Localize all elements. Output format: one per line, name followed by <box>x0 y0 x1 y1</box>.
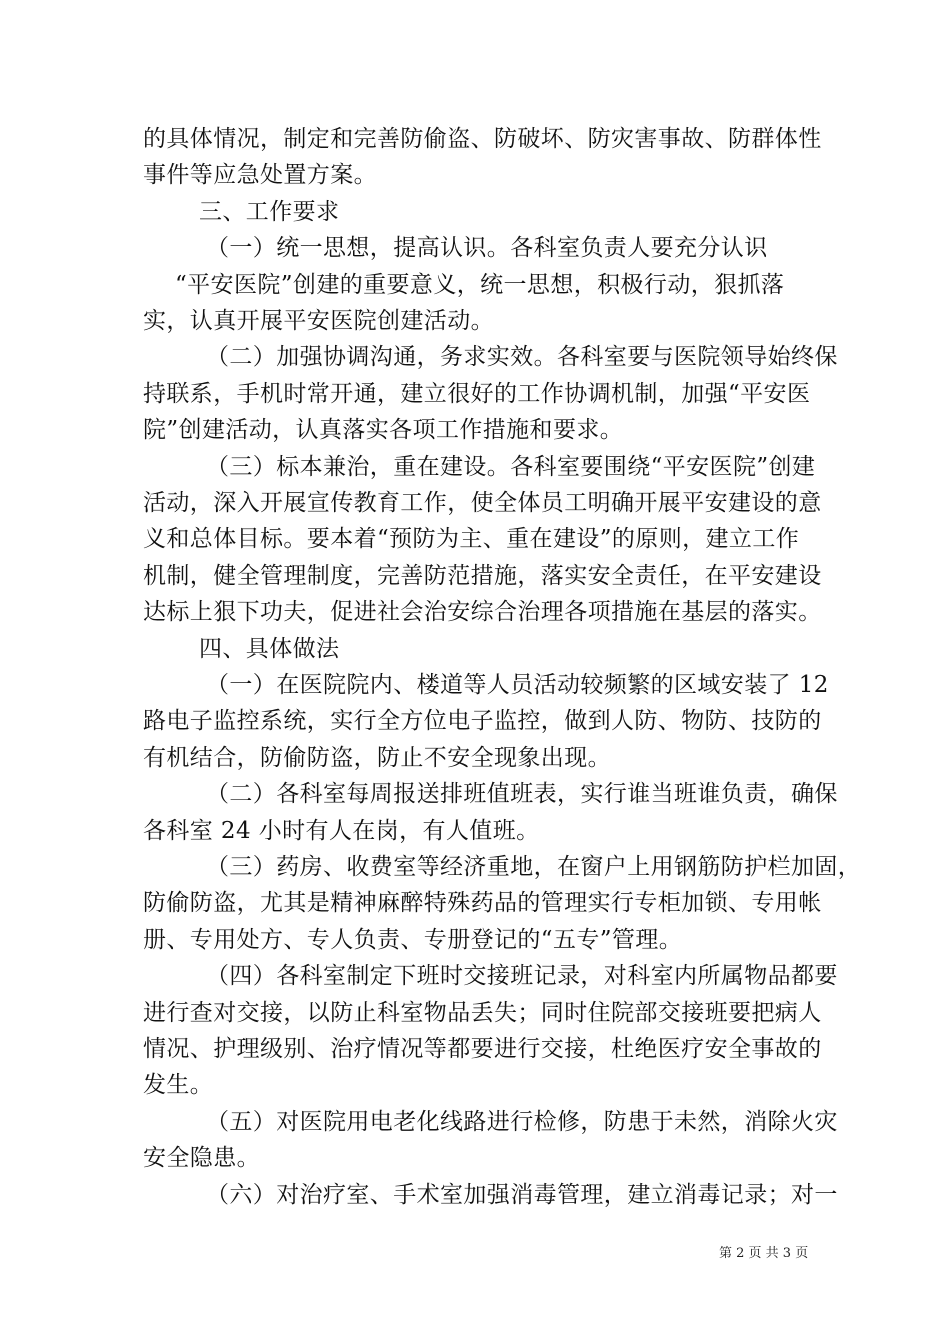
paragraph-line: 册、专用处方、专人负责、专册登记的“五专”管理。 <box>143 927 683 953</box>
page-number-footer: 第 2 页 共 3 页 <box>719 1246 809 1261</box>
paragraph-line: （二）各科室每周报送排班值班表，实行谁当班谁负责，确保 <box>206 781 838 807</box>
paragraph-line: 实，认真开展平安医院创建活动。 <box>143 308 494 334</box>
paragraph-line: 防偷防盗，尤其是精神麻醉特殊药品的管理实行专柜加锁、专用帐 <box>143 890 822 916</box>
paragraph-line: （一）统一思想，提高认识。各科室负责人要充分认识 <box>206 235 768 261</box>
paragraph-line: 达标上狠下功夫，促进社会治安综合治理各项措施在基层的落实。 <box>143 599 822 625</box>
paragraph-line: （三）药房、收费室等经济重地，在窗户上用钢筋防护栏加固， <box>206 854 862 880</box>
paragraph-line: 有机结合，防偷防盗，防止不安全现象出现。 <box>143 745 611 771</box>
paragraph-line: 进行查对交接，以防止科室物品丢失；同时住院部交接班要把病人 <box>143 1000 822 1026</box>
paragraph-line: （五）对医院用电老化线路进行检修，防患于未然，消除火灾 <box>206 1109 838 1135</box>
paragraph-line: 活动，深入开展宣传教育工作，使全体员工明确开展平安建设的意 <box>143 490 822 516</box>
paragraph-line: （一）在医院院内、楼道等人员活动较频繁的区域安装了 12 <box>206 672 829 698</box>
paragraph-line: （六）对治疗室、手术室加强消毒管理，建立消毒记录；对一 <box>206 1182 838 1208</box>
section-heading: 三、工作要求 <box>199 199 340 225</box>
paragraph-line: （四）各科室制定下班时交接班记录，对科室内所属物品都要 <box>206 963 838 989</box>
paragraph-line: 机制，健全管理制度，完善防范措施，落实安全责任，在平安建设 <box>143 563 822 589</box>
paragraph-line: 情况、护理级别、治疗情况等都要进行交接，杜绝医疗安全事故的 <box>143 1036 822 1062</box>
paragraph-line: “平安医院”创建的重要意义，统一思想，积极行动，狠抓落 <box>175 272 785 298</box>
paragraph-line: 义和总体目标。要本着“预防为主、重在建设”的原则，建立工作 <box>143 526 800 552</box>
paragraph-line: 发生。 <box>143 1072 214 1098</box>
paragraph-line: （二）加强协调沟通，务求实效。各科室要与医院领导始终保 <box>206 344 838 370</box>
paragraph-line: 路电子监控系统，实行全方位电子监控，做到人防、物防、技防的 <box>143 708 822 734</box>
paragraph-line: 事件等应急处置方案。 <box>143 162 377 188</box>
paragraph-line: 安全隐患。 <box>143 1145 260 1171</box>
paragraph-line: 院”创建活动，认真落实各项工作措施和要求。 <box>143 417 624 443</box>
paragraph-line: 的具体情况，制定和完善防偷盗、防破坏、防灾害事故、防群体性 <box>143 126 822 152</box>
section-heading: 四、具体做法 <box>199 636 340 662</box>
paragraph-line: 各科室 24 小时有人在岗，有人值班。 <box>143 818 540 844</box>
paragraph-line: （三）标本兼治，重在建设。各科室要围绕“平安医院”创建 <box>206 454 816 480</box>
paragraph-line: 持联系，手机时常开通，建立很好的工作协调机制，加强“平安医 <box>143 381 811 407</box>
